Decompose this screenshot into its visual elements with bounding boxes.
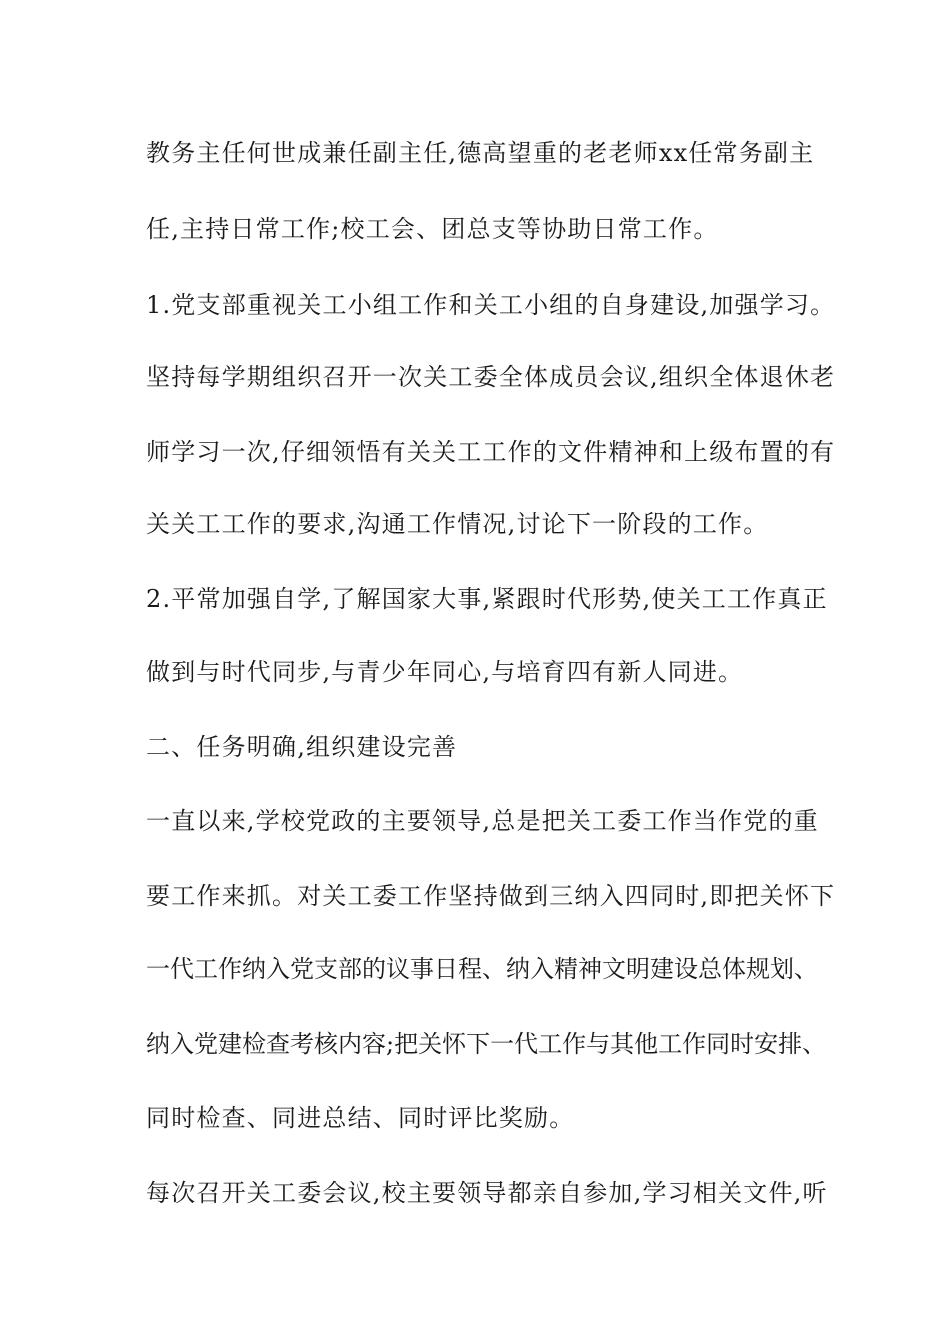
text-line: 每次召开关工委会议,校主要领导都亲自参加,学习相关文件,听 (146, 1179, 828, 1207)
text-line: 任,主持日常工作;校工会、团总支等协助日常工作。 (146, 215, 719, 243)
text-line: 纳入党建检查考核内容;把关怀下一代工作与其他工作同时安排、 (146, 1030, 827, 1058)
text-line: 同时检查、同进总结、同时评比奖励。 (146, 1104, 575, 1132)
text-line: 一代工作纳入党支部的议事日程、纳入精神文明建设总体规划、 (146, 955, 818, 983)
section-heading: 二、任务明确,组织建设完善 (146, 733, 458, 761)
text-line: 2.平常加强自学,了解国家大事,紧跟时代形势,使关工工作真正 (146, 585, 828, 613)
text-line: 教务主任何世成兼任副主任,德高望重的老老师xx任常务副主 (146, 139, 815, 167)
text-line: 1.党支部重视关工小组工作和关工小组的自身建设,加强学习。 (146, 291, 836, 319)
text-line: 师学习一次,仔细领悟有关关工工作的文件精神和上级布置的有 (146, 438, 836, 466)
text-line: 关关工工作的要求,沟通工作情况,讨论下一阶段的工作。 (146, 510, 769, 538)
text-line: 要工作来抓。对关工委工作坚持做到三纳入四同时,即把关怀下 (146, 882, 836, 910)
text-line: 一直以来,学校党政的主要领导,总是把关工委工作当作党的重 (146, 807, 819, 835)
text-line: 坚持每学期组织召开一次关工委全体成员会议,组织全体退休老 (146, 363, 836, 391)
text-line: 做到与时代同步,与青少年同心,与培育四有新人同进。 (146, 658, 744, 686)
